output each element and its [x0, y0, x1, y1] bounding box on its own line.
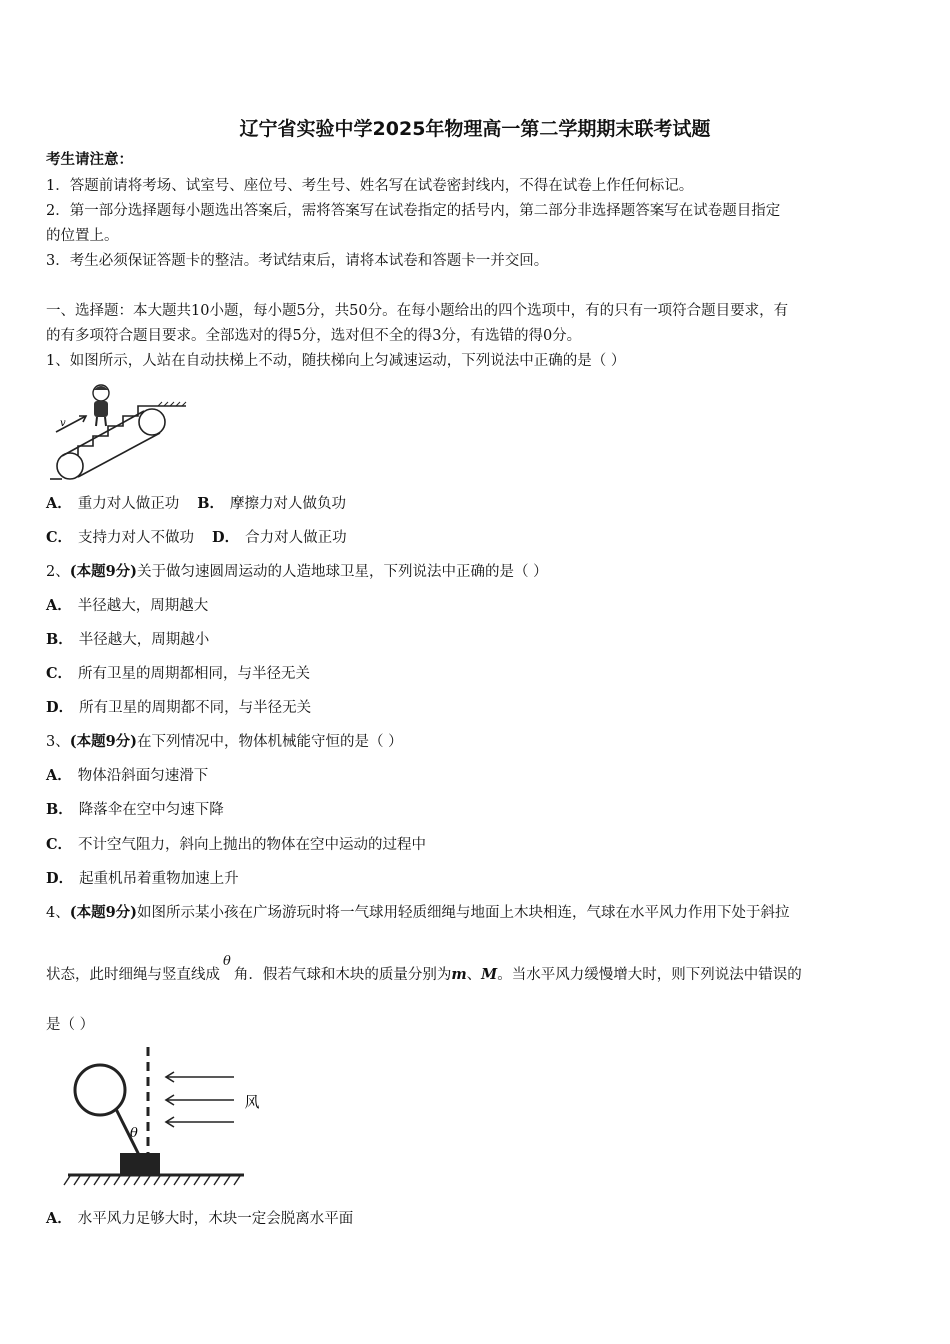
option: D． 所有卫星的周期都不同，与半径无关 [46, 699, 312, 716]
theta-symbol: θ [223, 954, 231, 969]
option: C． 所有卫星的周期都相同，与半径无关 [46, 665, 311, 682]
option: A． 物体沿斜面匀速滑下 [46, 767, 209, 784]
question-number: 2、 [46, 564, 70, 580]
question-1-options-row [46, 528, 347, 548]
question-tag: (本题9分) [69, 733, 138, 750]
option-letter: B． [197, 495, 225, 512]
question-text: 关于做匀速圆周运动的人造地球卫星，下列说法中正确的是（ ） [137, 564, 548, 580]
question-tag: (本题9分) [69, 904, 138, 921]
option-text: 重力对人做正功 [77, 496, 180, 512]
question-number: 3、 [46, 734, 70, 750]
notice-heading: 考生请注意： [46, 151, 133, 168]
wood-block [120, 1153, 160, 1175]
question-4-stem-line3: 是（ ） [46, 1017, 95, 1033]
option: D． 起重机吊着重物加速上升 [46, 870, 239, 887]
notice-item: 1．答题前请将考场、试室号、座位号、考生号、姓名写在试卷密封线内，不得在试卷上作任何标记。 [46, 178, 694, 194]
option: B． 半径越大，周期越小 [46, 631, 210, 648]
theta-label: θ [130, 1126, 138, 1141]
velocity-label: v [60, 418, 66, 429]
question-1-options-row [46, 494, 346, 514]
page-title: 辽宁省实验中学2025年物理高一第二学期期末联考试题 [239, 118, 711, 140]
question-text: 如图所示某小孩在广场游玩时将一气球用轻质细绳与地面上木块相连，气球在水平风力作用下处于斜拉 [137, 905, 790, 921]
question-1-stem: 1、如图所示，人站在自动扶梯上不动，随扶梯向上匀减速运动，下列说法中正确的是（ ） [46, 353, 626, 369]
question-number: 4、 [46, 905, 70, 921]
option-letter: D． [212, 529, 240, 546]
option: A． 水平风力足够大时，木块一定会脱离水平面 [46, 1210, 354, 1227]
option-text: 摩擦力对人做负功 [230, 496, 347, 512]
option: B． 降落伞在空中匀速下降 [46, 801, 224, 818]
option-letter: C． [46, 529, 73, 546]
question-2-stem [46, 562, 548, 582]
notice-item: 的位置上。 [46, 228, 119, 244]
question-4-stem-line2: 状态，此时细绳与竖直线成θ角．假若气球和木块的质量分别为m、M。当水平风力缓慢增大时，则下列说法中错误的 [46, 954, 802, 983]
notice-item: 2．第一部分选择题每小题选出答案后，需将答案写在试卷指定的括号内，第二部分非选择题答案写在试卷题目指定 [46, 203, 781, 219]
notice-item: 3．考生必须保证答题卡的整洁。考试结束后，请将本试卷和答题卡一并交回。 [46, 253, 549, 269]
option-text: 支持力对人不做功 [78, 530, 195, 546]
option-letter: A． [46, 495, 72, 512]
escalator-figure [48, 380, 188, 485]
section-intro-line: 的有多项符合题目要求。全部选对的得5分，选对但不全的得3分，有选错的得0分。 [46, 328, 582, 344]
balloon-wind-figure [62, 1045, 262, 1195]
question-text: 在下列情况中，物体机械能守恒的是（ ） [137, 734, 403, 750]
option: A． 半径越大，周期越大 [46, 597, 209, 614]
mass-M: M [481, 966, 498, 983]
question-3-stem [46, 732, 403, 752]
option: C． 不计空气阻力，斜向上抛出的物体在空中运动的过程中 [46, 836, 427, 853]
wind-label: 风 [244, 1093, 260, 1111]
question-tag: (本题9分) [69, 563, 138, 580]
mass-m: m [451, 966, 467, 983]
person-icon [93, 385, 109, 426]
question-4-stem [46, 903, 790, 923]
section-intro-line: 一、选择题：本大题共10小题，每小题5分，共50分。在每小题给出的四个选项中，有的只有一项符合题目要求，有 [46, 303, 789, 319]
option-text: 合力对人做正功 [245, 530, 347, 546]
